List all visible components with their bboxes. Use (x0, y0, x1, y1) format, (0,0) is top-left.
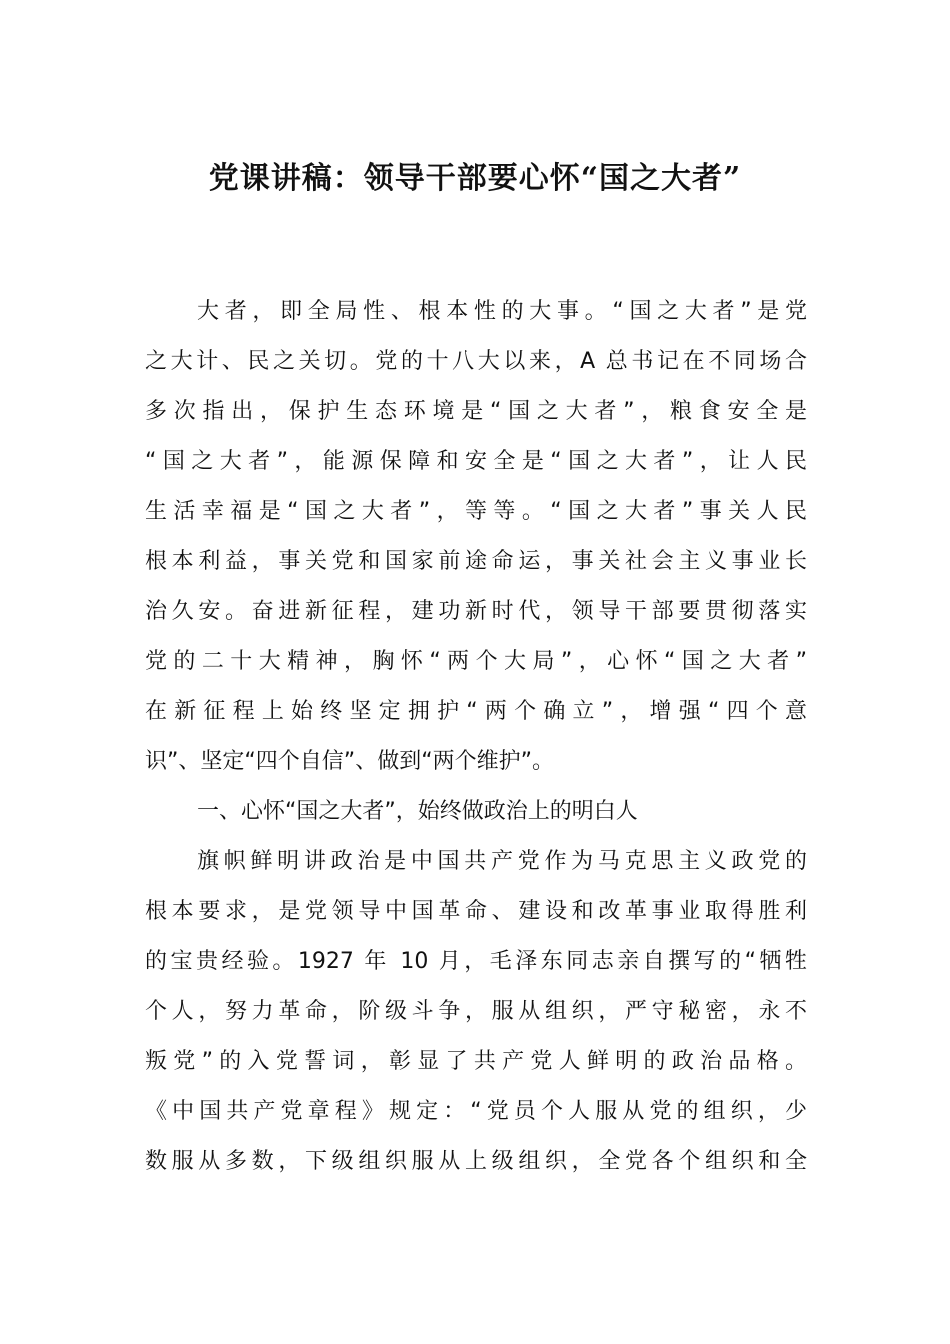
paragraph-line: 识”、坚定“四个自信”、做到“两个维护”。 (145, 749, 554, 774)
paragraph-line: 生活幸福是“国之大者”，等等。“国之大者”事关人民 (145, 499, 807, 524)
paragraph-line: 旗帜鲜明讲政治是中国共产党作为马克思主义政党的 (197, 849, 807, 874)
paragraph-line: 党的二十大精神，胸怀“两个大局”，心怀“国之大者” (145, 649, 807, 674)
paragraph-line: 大者，即全局性、根本性的大事。“国之大者”是党 (197, 299, 807, 324)
paragraph-line: 治久安。奋进新征程，建功新时代，领导干部要贯彻落实 (145, 599, 807, 624)
section-heading: 一、心怀“国之大者”，始终做政治上的明白人 (197, 799, 638, 824)
paragraph-line: 数服从多数，下级组织服从上级组织，全党各个组织和全 (145, 1149, 807, 1174)
paragraph-line: “国之大者”，能源保障和安全是“国之大者”，让人民 (145, 449, 807, 474)
paragraph-line: 多次指出，保护生态环境是“国之大者”，粮食安全是 (145, 399, 807, 424)
paragraph-line: 之大计、民之关切。党的十八大以来，A 总书记在不同场合 (145, 349, 807, 374)
paragraph-line: 《中国共产党章程》规定：“党员个人服从党的组织，少 (145, 1099, 807, 1124)
paragraph-line: 叛党”的入党誓词，彰显了共产党人鲜明的政治品格。 (145, 1049, 807, 1074)
paragraph-line: 的宝贵经验。1927 年 10 月，毛泽东同志亲自撰写的“牺牲 (145, 949, 807, 974)
paragraph-line: 个人，努力革命，阶级斗争，服从组织，严守秘密，永不 (145, 999, 807, 1024)
paragraph-line: 根本利益，事关党和国家前途命运，事关社会主义事业长 (145, 549, 807, 574)
document-body (145, 287, 807, 1187)
paragraph-line: 根本要求，是党领导中国革命、建设和改革事业取得胜利 (145, 899, 807, 924)
document-title: 党课讲稿：领导干部要心怀“国之大者” (208, 161, 742, 196)
paragraph-line: 在新征程上始终坚定拥护“两个确立”，增强“四个意 (145, 699, 807, 724)
